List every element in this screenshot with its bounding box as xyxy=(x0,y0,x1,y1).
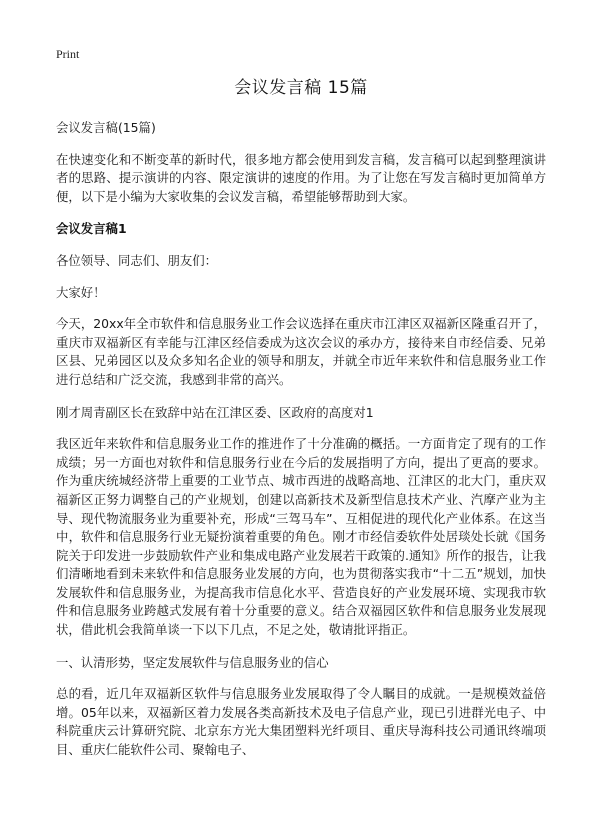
paragraph-main: 我区近年来软件和信息服务业工作的推进作了十分准确的概括。一方面肯定了现有的工作成绩；另一方面也对软件和信息服务行业在今后的发展指明了方向，提出了更高的要求。作为重庆统城经济带上重要的工业节点、城市西进的战略高地、江津区的北大门，重庆双福新区正努力调整自己的产业规划，创建以高新技术及新型信息技术产业、汽摩产业为主导、现代物流服务业为重要补充，形成“三驾马车”、互相促进的现代化产业体系。在这当中，软件和信息服务行业无疑扮演着重要的角色。刚才市经信委软件处居琰处长就《国务院关于印发进一步鼓励软件产业和集成电路产业发展若干政策的.通知》所作的报告，让我们清晰地看到未来软件和信息服务业发展的方向，也为贯彻落实我市“十二五”规划，加快发展软件和信息服务业，为提高我市信息化水平、营造良好的产业发展环境、实现我市软件和信息服务业跨越式发展有着十分重要的意义。结合双福园区软件和信息服务业发展现状，借此机会我简单谈一下以下几点，不足之处，敬请批评指正。 xyxy=(56,436,546,638)
salutation: 各位领导、同志们、朋友们： xyxy=(56,252,218,268)
intro-paragraph: 在快速变化和不断变革的新时代，很多地方都会使用到发言稿，发言稿可以起到整理演讲者的思路、提示演讲的内容、限定演讲的速度的作用。为了让您在写发言稿时更加简单方便，以下是小编为大家收集的会议发言稿，希望能够帮助到大家。 xyxy=(56,151,546,204)
print-link[interactable]: Print xyxy=(56,47,80,61)
document-body xyxy=(56,76,546,774)
point-paragraph-1: 总的看，近几年双福新区软件与信息服务业发展取得了令人瞩目的成就。一是规模效益倍增。05年以来，双福新区着力发展各类高新技术及电子信息产业，现已引进群光电子、中科院重庆云计算研究院、北京东方光大集团塑料光纤项目、重庆导海科技公司通讯终端项目、重庆仁能软件公司、聚翰电子、 xyxy=(56,686,546,758)
point-heading-1: 一、认清形势，坚定发展软件与信息服务业的信心 xyxy=(56,654,329,670)
paragraph-opening: 今天，20xx年全市软件和信息服务业工作会议选择在重庆市江津区双福新区隆重召开了，重庆市双福新区有幸能与江津区经信委成为这次会议的承办方，接待来自市经信委、兄弟区县、兄弟园区以及众多知名企业的领导和朋友，并就全市近年来软件和信息服务业工作进行总结和广泛交流，我感到非常的高兴。 xyxy=(56,316,546,387)
greeting: 大家好！ xyxy=(56,284,106,300)
paragraph-transition: 刚才周青副区长在致辞中站在江津区委、区政府的高度对1 xyxy=(56,404,374,420)
page-title: 会议发言稿 15篇 xyxy=(234,78,368,98)
document-subtitle: 会议发言稿(15篇) xyxy=(56,120,156,135)
section-heading: 会议发言稿1 xyxy=(56,221,127,237)
